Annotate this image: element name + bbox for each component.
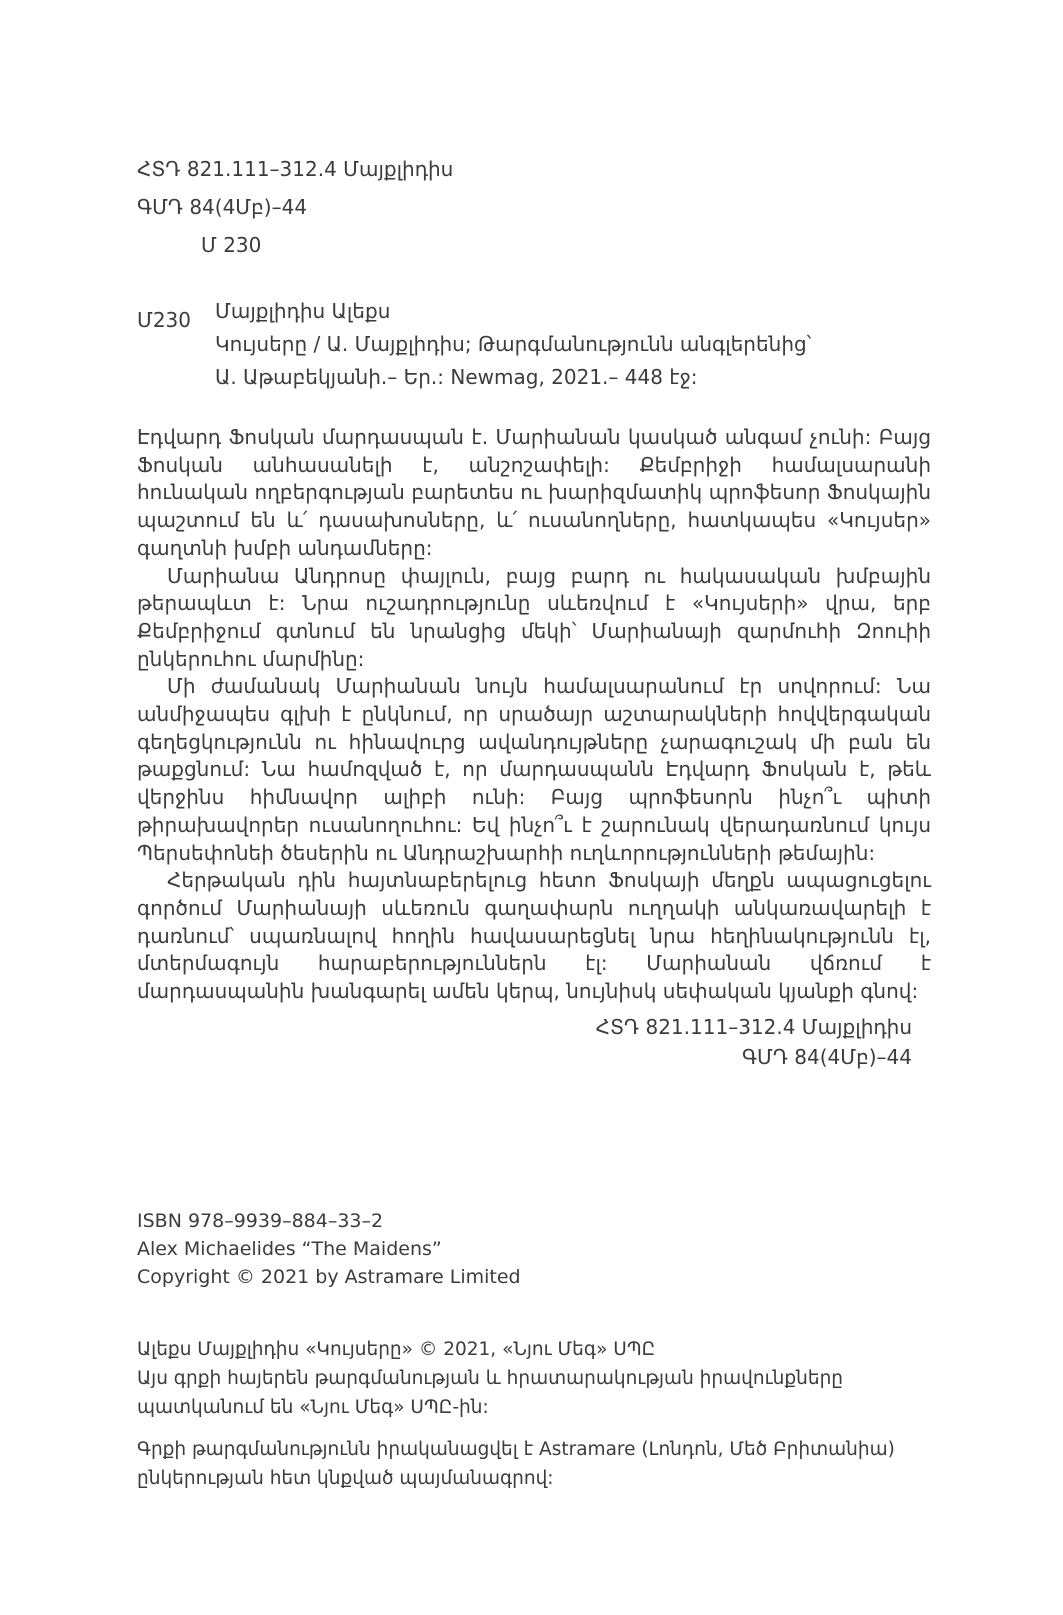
armenian-copyright-line: Ալեքս Մայքլիդիս «Կույսերը» © 2021, «Նյու Մեգ» ՍՊԸ bbox=[137, 1339, 656, 1360]
isbn-block bbox=[137, 1207, 521, 1291]
catalog-codes-bottom bbox=[137, 1012, 912, 1072]
copyright-line: Copyright © 2021 by Astramare Limited bbox=[137, 1266, 521, 1288]
udc-code: ՀՏԴ 821.111–312.4 Մայքլիդիս bbox=[137, 157, 454, 181]
book-annotation bbox=[137, 424, 931, 1006]
card-description bbox=[215, 295, 811, 394]
catalog-card bbox=[137, 295, 811, 394]
rights-statement: Այս գրքի հայերեն թարգմանության և հրատարակության իրավունքները պատկանում են «Նյու Մեգ» ՍՊԸ-ին: bbox=[137, 1368, 844, 1418]
armenian-rights-block bbox=[137, 1335, 949, 1422]
agreement-text: Գրքի թարգմանությունն իրականացվել է Astramare (Լոնդոն, Մեծ Բրիտանիա) ընկերության հետ կնքված պայմանագրով: bbox=[137, 1439, 895, 1489]
annotation-paragraph-3: Մի ժամանակ Մարիանան նույն համալսարանում էր սովորում: Նա անմիջապես գլխի է ընկնում, որ սրածայր աշտարակների հովվերգական գեղեցկությունն ու հինավուրց ավանդույթները չարագուշակ մի բան են թաքցնում: Նա համոզված է, որ մարդասպանն Էդվարդ Ֆոսկան է, թեև վերջինս հիմնավոր ալիբի ունի: Բայց պրոֆեսորն ինչո՞ւ պիտի թիրախավորեր ուսանողուհու: Եվ ինչո՞ւ է շարունակ վերադառնում կույս Պերսեփոնեի ծեսերին ու Անդրաշխարհի ուղևորությունների թեմային: bbox=[137, 674, 931, 865]
udc-code-bottom: ՀՏԴ 821.111–312.4 Մայքլիդիս bbox=[595, 1015, 912, 1039]
card-title-line: Կույսերը / Ա. Մայքլիդիս; Թարգմանությունն անգլերենից՝ bbox=[215, 332, 812, 356]
card-author-line: Մայքլիդիս Ալեքս bbox=[215, 299, 391, 323]
annotation-paragraph-2: Մարիանա Անդրոսը փայլուն, բայց բարդ ու հակասական խմբային թերապևտ է: Նրա ուշադրությունը սևեռվում է «Կույսերի» վրա, երբ Քեմբրիջում գտնում են նրանցից մեկի՝ Մարիանայի զարմուհի Զոուիի ընկերուհու մարմինը: bbox=[137, 563, 931, 671]
annotation-paragraph-1: Էդվարդ Ֆոսկան մարդասպան է. Մարիանան կասկած անգամ չունի: Բայց Ֆոսկան անհասանելի է, անշոշափելի: Քեմբրիջի համալսարանի հունական ողբերգության բարետես ու խարիզմատիկ պրոֆեսոր Ֆոսկային պաշտում են և՛ դասախոսները, և՛ ուսանողները, հատկապես «Կույսեր» գաղտնի խմբի անդամները: bbox=[137, 425, 931, 560]
catalog-codes-top bbox=[137, 150, 453, 264]
bbk-code: ԳՄԴ 84(4Մբ)–44 bbox=[137, 195, 308, 219]
isbn-line: ISBN 978–9939–884–33–2 bbox=[137, 1210, 384, 1232]
original-title-line: Alex Michaelides “The Maidens” bbox=[137, 1238, 442, 1260]
annotation-paragraph-4: Հերթական դին հայտնաբերելուց հետո Ֆոսկայի մեղքն ապացուցելու գործում Մարիանայի սևեռուն գաղափարն ուղղակի անկառավարելի է դառնում՝ սպառնալով հողին հավասարեցնել նրա հեղինակությունն էլ, մտերմագույն հարաբերություններն էլ: Մարիանան վճռում է մարդասպանին խանգարել ամեն կերպ, նույնիսկ սեփական կյանքի գնով: bbox=[137, 868, 931, 1004]
bbk-code-bottom: ԳՄԴ 84(4Մբ)–44 bbox=[741, 1045, 912, 1069]
card-imprint-line: Ա. Աթաբեկյանի.– Եր.: Newmag, 2021.– 448 էջ: bbox=[215, 365, 698, 389]
translation-agreement bbox=[137, 1435, 962, 1493]
author-sign: Մ 230 bbox=[201, 233, 262, 257]
card-author-sign: Մ230 bbox=[137, 308, 192, 332]
